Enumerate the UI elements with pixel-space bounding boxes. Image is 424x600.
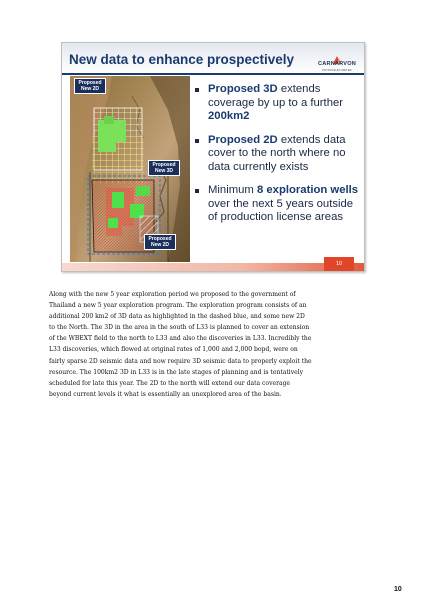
bullet-marker [195, 139, 199, 143]
slide-header [62, 43, 364, 73]
map-label-proposed-2d-south: Proposed New 2D [144, 234, 176, 250]
bullet-highlight: Proposed 2D [208, 133, 278, 146]
slide-bullet-list [194, 83, 360, 235]
header-divider [62, 73, 364, 75]
slide-footer-bar [62, 263, 364, 271]
logo-subtext: PETROLEUM LIMITED [322, 68, 352, 72]
bullet-marker [195, 189, 199, 193]
slide-number: 10 [324, 257, 354, 271]
notes-line: Along with the new 5 year exploration period we proposed to the government of [49, 291, 296, 298]
notes-line: fairly sparse 2D seismic data and now require 3D seismic data to properly exploit the [49, 357, 312, 365]
bullet-highlight: Proposed 3D [208, 83, 278, 95]
bullet-highlight: 8 exploration wells [256, 184, 359, 196]
speaker-notes [49, 289, 387, 400]
logo-text: CARNARVON [317, 61, 357, 67]
seismic-map [70, 76, 190, 262]
bullet-item [194, 184, 360, 225]
bullet-text: extends coverage by up to a further [208, 83, 344, 109]
notes-line: additional 200 km2 of 3D data as highlighted in the dashed blue, and some new 2D [49, 313, 305, 321]
map-label-proposed-2d-north: Proposed New 2D [74, 78, 106, 94]
bullet-highlight-2: 200km2 [208, 110, 250, 122]
bullet-marker [195, 88, 199, 92]
bullet-text: extends data cover to the north where no data currently exists [208, 133, 346, 173]
bullet-text: over the next 5 years outside of production license areas [208, 197, 354, 223]
notes-line: to the North. The 3D in the area in the south of L33 is planned to cover an extension [49, 324, 310, 332]
notes-line: scheduled for late this year. The 2D to the north will extend our data coverage [49, 379, 291, 387]
company-logo [314, 51, 360, 73]
notes-line: Thailand a new 5 year exploration program. The exploration program consists of an [49, 302, 307, 310]
notes-line: beyond current levels it what is essentially an unexplored area of the basin. [49, 390, 282, 398]
notes-line: resource. The 100km2 3D in L33 is in the late stages of planning and is tentatively [49, 368, 304, 376]
map-label-proposed-3d: Proposed New 3D [148, 160, 180, 176]
bullet-pre-text: Minimum [208, 184, 257, 196]
bullet-item [194, 83, 360, 124]
presentation-slide [61, 42, 365, 272]
notes-line: of the WBEXT field to the north to L33 and also the discoveries in L33. Incredibly the [49, 335, 312, 343]
slide-title: New data to enhance prospectively [69, 52, 295, 67]
notes-line: L33 discoveries, which flowed at original rates of 1,000 and 2,000 bopd, were on [49, 346, 298, 354]
page-number: 10 [394, 586, 402, 593]
bullet-item [194, 134, 360, 175]
